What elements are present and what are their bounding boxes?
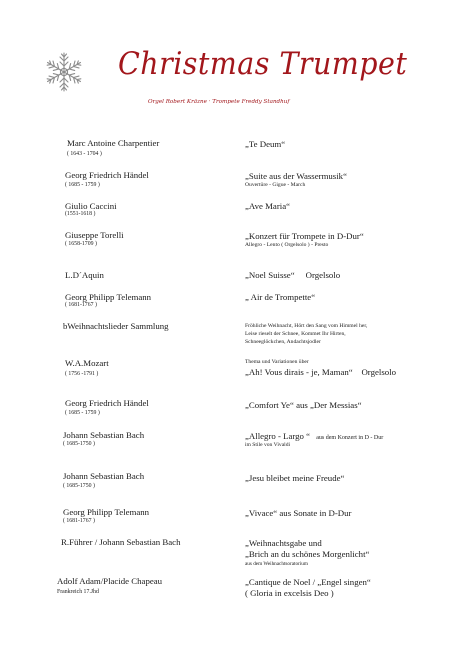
work-detail: aus dem Weihnachtsoratorium <box>245 561 308 567</box>
composer-name: Giuseppe Torelli <box>65 230 124 240</box>
work-title: „Cantique de Noel / „Engel singen“ <box>245 577 371 587</box>
work-title: „Comfort Ye“ aus „Der Messias“ <box>245 400 362 410</box>
work-title: „Ah! Vous dirais - je, Maman“ Orgelsolo <box>245 367 396 377</box>
work-title: „Vivace“ aus Sonate in D-Dur <box>245 508 352 518</box>
work-title-suffix: aus dem Konzert in D - Dur <box>316 435 384 441</box>
work-title: „Ave Maria“ <box>245 201 291 211</box>
composer-name: W.A.Mozart <box>65 358 109 368</box>
composer-dates: ( 1658-1709 ) <box>65 241 97 247</box>
composer-dates: (1551-1618 ) <box>65 211 96 217</box>
work-title: „Jesu bleibet meine Freude“ <box>245 473 345 483</box>
composer-dates: ( 1681-1767 ) <box>63 518 95 524</box>
composer-name: R.Führer / Johann Sebastian Bach <box>61 537 181 547</box>
composer-dates: ( 1756 -1791 ) <box>65 371 99 377</box>
work-detail: im Stile von Vivaldi <box>245 442 291 448</box>
work-detail: Leise rieselt der Schnee, Kommet Ihr Hirten, <box>245 331 346 337</box>
work-title: ( Gloria in excelsis Deo ) <box>245 588 334 598</box>
work-title: „Suite aus der Wassermusik“ <box>245 171 347 181</box>
work-title: „Weihnachtsgabe und <box>245 538 322 548</box>
snowflake-icon <box>44 50 84 94</box>
work-title: „ Air de Trompette“ <box>245 292 316 302</box>
work-title-main: „Allegro - Largo “ <box>245 431 311 441</box>
composer-dates: Frankreich 17.Jhd <box>57 589 99 595</box>
composer-dates: ( 1685 - 1759 ) <box>65 410 100 416</box>
composer-dates: ( 1685-1750 ) <box>63 441 95 447</box>
composer-name: Giulio Caccini <box>65 201 117 211</box>
page-title: Christmas Trumpet <box>118 46 408 82</box>
work-title: „Konzert für Trompete in D-Dur“ <box>245 231 364 241</box>
composer-name: Georg Friedrich Händel <box>65 398 149 408</box>
performers-subtitle: Orgel Robert Kräzne · Trompete Freddy Standhuf <box>148 99 290 105</box>
work-detail: Ouvertüre - Gigue - March <box>245 182 306 188</box>
composer-name: Marc Antoine Charpentier <box>67 138 160 148</box>
composer-dates: ( 1643 - 1704 ) <box>67 151 102 157</box>
work-title: „Noel Suisse“ Orgelsolo <box>245 270 341 280</box>
work-title <box>245 431 383 441</box>
composer-dates: ( 1681-1767 ) <box>65 302 97 308</box>
composer-dates: ( 1685 - 1759 ) <box>65 182 100 188</box>
work-detail: Schneeglöckchen, Andachtsjodler <box>245 339 321 345</box>
work-detail: Thema und Variationen über <box>245 359 309 365</box>
composer-dates: ( 1685-1750 ) <box>63 483 95 489</box>
composer-name: Johann Sebastian Bach <box>63 471 145 481</box>
composer-name: bWeihnachtslieder Sammlung <box>63 321 169 331</box>
composer-name: Georg Philipp Telemann <box>65 292 152 302</box>
work-title: „Brich an du schönes Morgenlicht“ <box>245 549 370 559</box>
composer-name: L.D´Aquin <box>65 270 104 280</box>
composer-name: Georg Philipp Telemann <box>63 507 150 517</box>
composer-name: Johann Sebastian Bach <box>63 430 145 440</box>
work-detail: Allegro - Lento ( Orgelsolo ) - Presto <box>245 242 329 248</box>
composer-name: Georg Friedrich Händel <box>65 170 149 180</box>
work-title: „Te Deum“ <box>245 139 286 149</box>
composer-name: Adolf Adam/Placide Chapeau <box>57 576 163 586</box>
work-detail: Fröhliche Weihnacht, Hört den Sang vom Himmel her, <box>245 323 368 329</box>
